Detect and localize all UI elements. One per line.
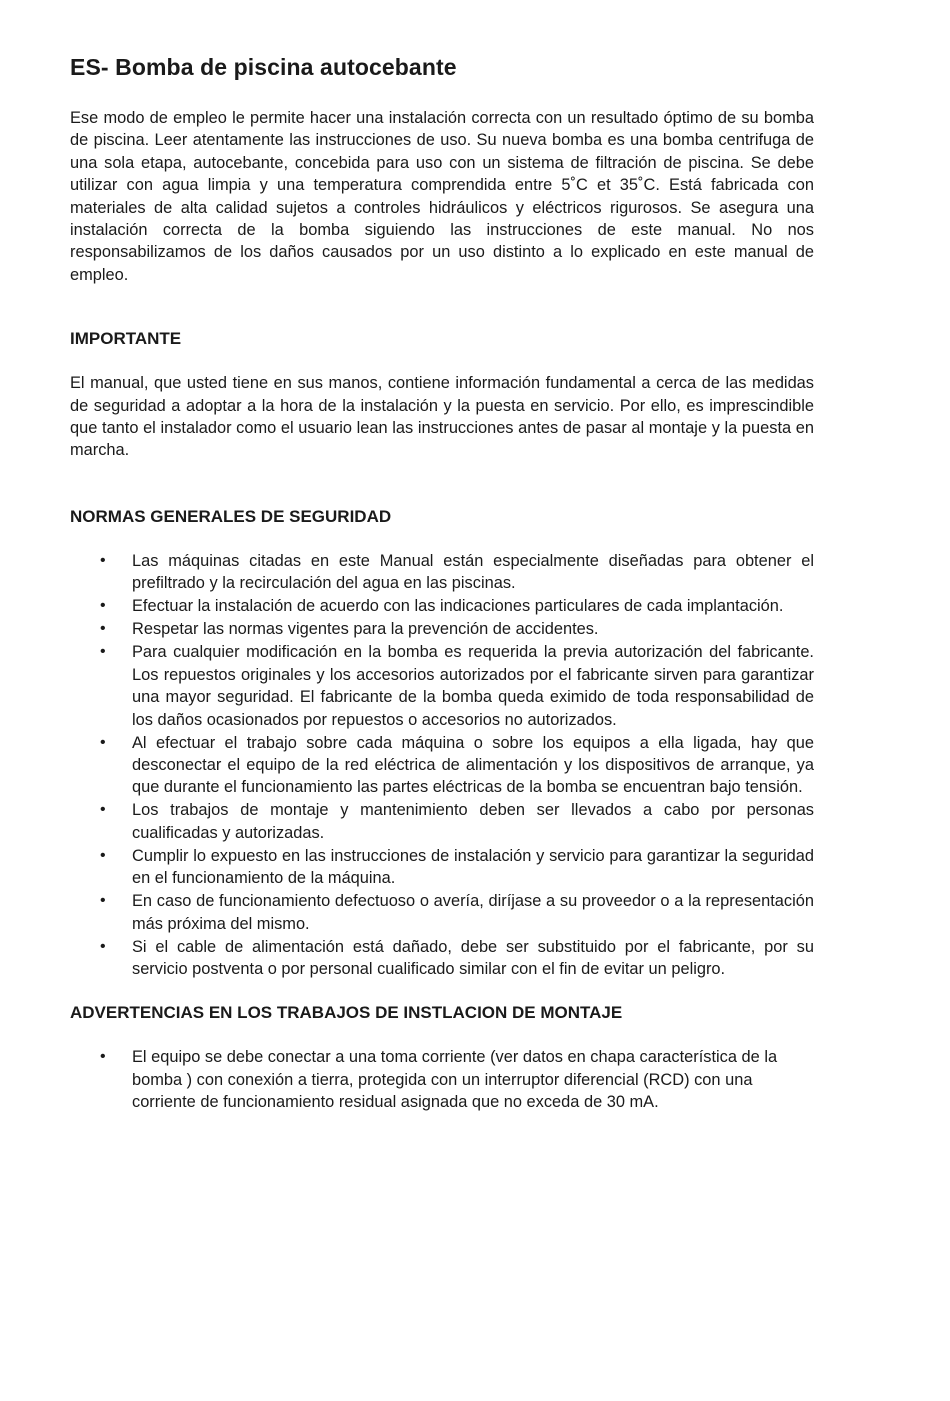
bullet-icon: • [100, 733, 106, 751]
normas-list [70, 550, 814, 980]
list-item: • Para cualquier modificación en la bomba es requerida la previa autorización del fabricante. Los repuestos originales y los accesorios autorizados por el fabricante sirven para garantizar una mayor seguridad. El fabricante de la bomba queda eximido de toda responsabilidad de los daños ocasionados por repuestos o accesorios no autorizados. [100, 643, 814, 729]
page-title: ES- Bomba de piscina autocebante [70, 54, 457, 80]
bullet-icon: • [100, 643, 106, 661]
normas-heading: NORMAS GENERALES DE SEGURIDAD [70, 506, 392, 526]
list-item: • Si el cable de alimentación está dañado, debe ser substituido por el fabricante, por su servicio postventa o por personal cualificado similar con el fin de evitar un peligro. [100, 937, 814, 978]
list-item: • En caso de funcionamiento defectuoso o avería, diríjase a su proveedor o a la representación más próxima del mismo. [100, 892, 814, 933]
important-paragraph: El manual, que usted tiene en sus manos, contiene información fundamental a cerca de las medidas de seguridad a adoptar a la hora de la instalación y la puesta en servicio. Por ello, es imprescindible que tanto el instalador como el usuario lean las instrucciones antes de pasar al montaje y la puesta en marcha. [70, 374, 814, 460]
advertencias-heading: ADVERTENCIAS EN LOS TRABAJOS DE INSTLACION DE MONTAJE [70, 1003, 623, 1023]
list-item: • Efectuar la instalación de acuerdo con las indicaciones particulares de cada implantación. [70, 595, 814, 617]
bullet-icon: • [100, 551, 106, 569]
list-item: • Al efectuar el trabajo sobre cada máquina o sobre los equipos a ella ligada, hay que desconectar el equipo de la red eléctrica de alimentación y los dispositivos de arranque, ya que durante el funcionamiento las partes eléctricas de la bomba se encuentran bajo tensión. [100, 733, 814, 797]
bullet-icon: • [100, 620, 106, 638]
bullet-icon: • [100, 846, 106, 864]
document-page [70, 52, 814, 1114]
important-heading: IMPORTANTE [70, 329, 182, 349]
advertencias-list [70, 1046, 814, 1113]
bullet-icon: • [100, 801, 106, 819]
bullet-icon: • [100, 937, 106, 955]
list-item: • Las máquinas citadas en este Manual están especialmente diseñadas para obtener el prefiltrado y la recirculación del agua en las piscinas. [100, 551, 814, 593]
bullet-icon: • [100, 892, 106, 910]
list-item: • El equipo se debe conectar a una toma corriente (ver datos en chapa característica de la bomba ) con conexión a tierra, protegida con un interruptor diferencial (RCD) con una corriente de funcionamiento residual asignada que no exceda de 30 mA. [100, 1048, 778, 1112]
list-item: • Cumplir lo expuesto en las instrucciones de instalación y servicio para garantizar la seguridad en el funcionamiento de la máquina. [100, 846, 814, 888]
intro-paragraph: Ese modo de empleo le permite hacer una instalación correcta con un resultado óptimo de su bomba de piscina. Leer atentamente las instrucciones de uso. Su nueva bomba es una bomba centrifuga de una sola etapa, autocebante, concebida para uso con un sistema de filtración de piscina. Se debe utilizar con agua limpia y una temperatura comprendida entre 5˚C et 35˚C. Está fabricada con materiales de alta calidad sujetos a controles hidráulicos y eléctricos rigurosos. Se asegura una instalación correcta de la bomba siguiendo las instrucciones de este manual. No nos responsabilizamos de los daños causados por un uso distinto a lo explicado en este manual de empleo. [70, 109, 814, 284]
list-item: • Respetar las normas vigentes para la prevención de accidentes. [70, 618, 814, 640]
list-item: • Los trabajos de montaje y mantenimiento deben ser llevados a cabo por personas cualificadas y autorizadas. [100, 801, 814, 842]
bullet-icon: • [100, 1048, 106, 1066]
bullet-icon: • [100, 597, 106, 615]
